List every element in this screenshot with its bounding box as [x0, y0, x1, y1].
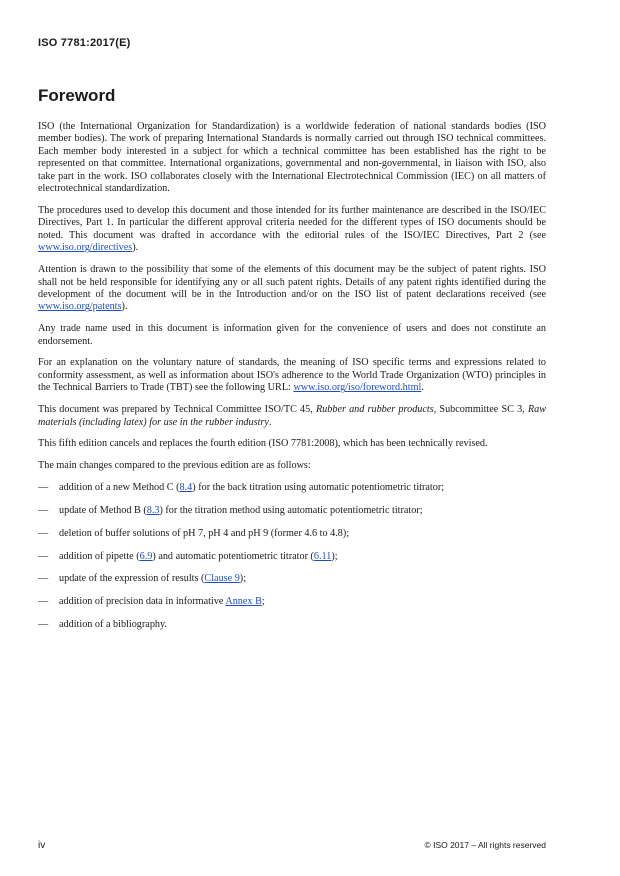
dash-bullet: —	[38, 482, 49, 494]
list-item	[38, 505, 546, 517]
ref-link-annex-b[interactable]: Annex B	[225, 596, 262, 608]
list-item	[38, 528, 546, 540]
paragraph-committee	[38, 404, 546, 429]
item-text: ) and automatic potentiometric titrator (	[152, 550, 314, 562]
paragraph-end: .	[421, 382, 424, 394]
subcommittee-title: Raw materials (including latex) for use in the rubber industry	[38, 404, 546, 428]
dash-bullet: —	[38, 505, 49, 517]
paragraph-edition: This fifth edition cancels and replaces the fourth edition (ISO 7781:2008), which has been technically revised.	[38, 438, 488, 450]
dash-bullet: —	[38, 618, 49, 630]
paragraph-text: This document was prepared by Technical Committee ISO/TC 45,	[38, 404, 316, 416]
list-item	[38, 596, 546, 608]
ref-link-clause-9[interactable]: Clause 9	[204, 573, 240, 585]
paragraph-text: The procedures used to develop this document and those intended for its further maintenance are described in the ISO/IEC Directives, Part 1. In particular the different approval criteria needed for the different types of ISO documents should be noted. This document was drafted in accordance with the editorial rules of the ISO/IEC Directives, Part 2 (see	[38, 205, 546, 241]
ref-link-8-3[interactable]: 8.3	[146, 505, 160, 517]
foreword-body	[38, 121, 546, 642]
ref-link-6-9[interactable]: 6.9	[139, 550, 153, 562]
item-text: update of Method B (	[59, 505, 147, 517]
item-text: update of the expression of results (	[59, 573, 205, 585]
item-text: addition of pipette (	[59, 550, 140, 562]
paragraph-end: .	[268, 416, 272, 428]
patents-link[interactable]: www.iso.org/patents	[38, 301, 122, 313]
list-item	[38, 482, 546, 494]
item-text: ;	[261, 596, 265, 608]
paragraph-text: For an explanation on the voluntary nature of standards, the meaning of ISO specific terms and expressions related to conformity assessment, as well as information about ISO's adherence to the World Trade Organization (WTO) principles in the Technical Barriers to Trade (TBT) see the following URL:	[38, 357, 546, 394]
paragraph-procedures	[38, 205, 546, 255]
item-text: ) for the back titration using automatic potentiometric titrator;	[192, 482, 445, 494]
copyright-notice: © ISO 2017 – All rights reserved	[424, 840, 546, 850]
paragraph-patents	[38, 264, 546, 314]
dash-bullet: —	[38, 527, 49, 539]
item-text: addition of a new Method C (	[59, 482, 180, 494]
paragraph-iso-intro: ISO (the International Organization for Standardization) is a worldwide federation of national standards bodies (ISO member bodies). The work of preparing International Standards is normally carried out through ISO technical committees. Each member body interested in a subject for which a technical committee has been established has the right to be represented on that committee. International organizations, governmental and non-governmental, in liaison with ISO, also take part in the work. ISO collaborates closely with the International Electrotechnical Commission (IEC) on all matters of electrotechnical standardization.	[38, 121, 546, 195]
paragraph-text: , Subcommittee SC 3,	[433, 404, 528, 416]
paragraph-text: Attention is drawn to the possibility that some of the elements of this document may be the subject of patent rights. ISO shall not be held responsible for identifying any or all such patent rights. Details of any patent rights identified during the development of the document will be in the Introduction and/or on the ISO list of patent declarations received (see	[38, 264, 546, 301]
page-number: iv	[38, 840, 46, 851]
paragraph-voluntary-nature	[38, 357, 546, 394]
dash-bullet: —	[38, 596, 49, 608]
directives-link[interactable]: www.iso.org/directives	[38, 242, 133, 254]
item-text: );	[239, 573, 247, 585]
list-item	[38, 619, 546, 631]
paragraph-end: ).	[132, 242, 139, 254]
item-text: ) for the titration method using automatic potentiometric titrator;	[159, 505, 423, 517]
ref-link-8-4[interactable]: 8.4	[179, 482, 193, 494]
item-text: deletion of buffer solutions of pH 7, pH 4 and pH 9 (former 4.6 to 4.8);	[59, 527, 350, 539]
paragraph-end: ).	[121, 301, 128, 313]
ref-link-6-11[interactable]: 6.11	[313, 550, 332, 562]
foreword-url-link[interactable]: www.iso.org/iso/foreword.html	[293, 382, 422, 394]
dash-bullet: —	[38, 550, 49, 562]
item-text: );	[331, 550, 338, 562]
changes-list	[38, 482, 546, 631]
paragraph-trade-name: Any trade name used in this document is information given for the convenience of users and does not constitute an endorsement.	[38, 323, 546, 347]
dash-bullet: —	[38, 573, 49, 585]
item-text: addition of precision data in informative	[59, 596, 226, 608]
list-item	[38, 551, 546, 563]
page-title: Foreword	[38, 86, 116, 105]
item-text: addition of a bibliography.	[59, 618, 167, 630]
committee-title: Rubber and rubber products	[315, 404, 434, 416]
paragraph-main-changes: The main changes compared to the previous edition are as follows:	[38, 460, 311, 472]
document-id: ISO 7781:2017(E)	[38, 37, 131, 49]
list-item	[38, 573, 546, 585]
